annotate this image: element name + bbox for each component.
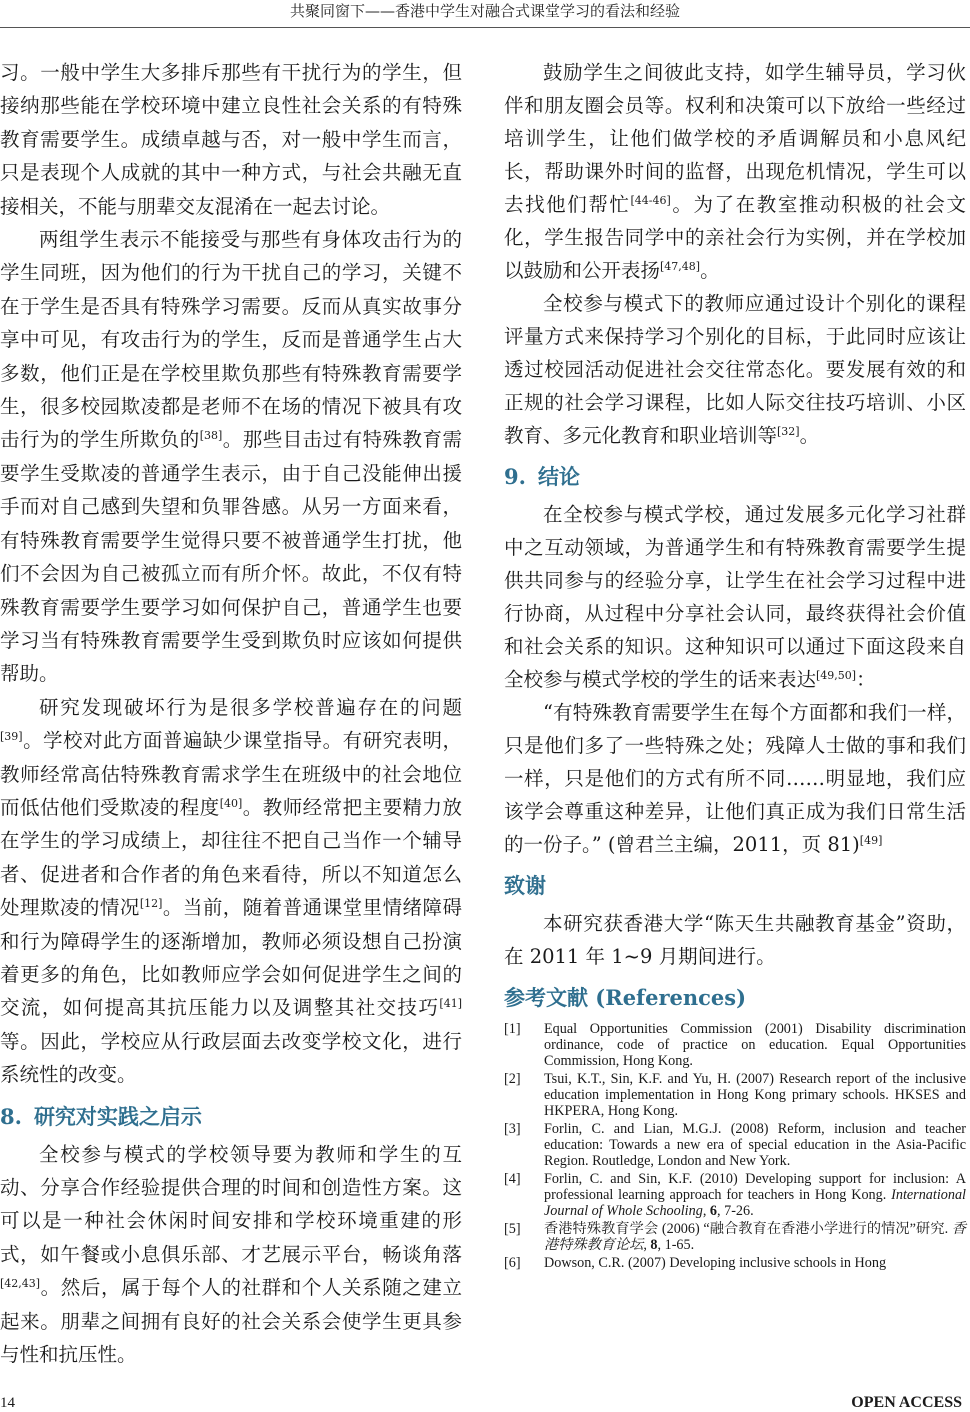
reference-number: [6] xyxy=(504,1255,521,1271)
page-number: 14 xyxy=(0,1395,15,1411)
paragraph-text: 。那些目击过有特殊教育需要学生受欺凌的普通学生表示，由于自己没能伸出援手而对自己感到失望和负罪咎感。从另一方面来看，有特殊教育需要学生觉得只要不被普通学生打扰，他们不会因为自己被孤立而有所介怀。故此，不仅有特殊教育需要学生要学习如何保护自己，普通学生也要学习当有特殊教育需要学生受到欺负时应该如何提供帮助。 xyxy=(0,428,462,686)
paragraph-text: 。教师经常把主要精力放在学生的学习成绩上，却往往不把自己当作一个辅导者、促进者和合作者的角色来看待，所以不知道怎么处理欺凌的情况 xyxy=(0,795,462,920)
paragraph-text: 全校参与模式下的教师应通过设计个别化的课程评量方式来保持学习个别化的目标，于此同时应该让透过校园活动促进社会交往常态化。要发展有效的和正规的社会学习课程，比如人际交往技巧培训、小区教育、多元化教育和职业培训等 xyxy=(504,292,966,447)
section-title: 致谢 xyxy=(504,873,546,898)
reference-journal: International Journal of Whole Schooling xyxy=(544,1187,966,1219)
reference-text: Forlin, C. and Sin, K.F. (2010) Developing support for inclusion: A professional learning approach for teachers in Hong Kong. International Journal of Whole Schooling, 6, 7-26. xyxy=(544,1171,966,1219)
paragraph-text: 。 xyxy=(799,424,820,447)
citation: [42,43] xyxy=(0,1277,41,1291)
citation: [41] xyxy=(439,997,462,1011)
citation: [47,48] xyxy=(660,260,701,273)
reference-item xyxy=(504,1171,966,1219)
reference-body: Tsui, K.T., Sin, K.F. and Yu, H. (2007) Research report of the inclusive education implementation in Hong Kong primary schools. HKSES and HKPERA, Hong Kong. xyxy=(544,1071,966,1119)
reference-text: 香港特殊教育学会 (2006) “融合教育在香港小学进行的情况”研究. 香港特殊教育论坛, 8, 1-65. xyxy=(544,1221,966,1253)
paragraph-text: 两组学生表示不能接受与那些有身体攻击行为的学生同班，因为他们的行为干扰自己的学习，关键不在于学生是否具有特殊学习需要。反而从真实故事分享中可见，有攻击行为的学生，反而是普通学生占大多数，他们正是在学校里欺负那些有特殊教育需要学生，很多校园欺凌都是老师不在场的情况下被具有攻击行为的学生所欺负的 xyxy=(0,228,462,452)
section-title: 结论 xyxy=(537,464,580,489)
section-title: 参考文献 (References) xyxy=(504,985,747,1010)
paragraph-text: 研究发现破坏行为是很多学校普遍存在的问题 xyxy=(39,695,462,719)
section-title: 研究对实践之启示 xyxy=(33,1103,202,1129)
reference-text xyxy=(544,1071,966,1119)
paragraph-text: 鼓励学生之间彼此支持，如学生辅导员，学习伙伴和朋友圈会员等。权利和决策可以下放给一些经过培训学生，让他们做学校的矛盾调解员和小息风纪长，帮助课外时间的监督，出现危机情况，学生可以去找他们帮忙 xyxy=(504,61,966,216)
paragraph-text: 本研究获香港大学“陈天生共融教育基金”资助，在 2011 年 1~9 月期间进行。 xyxy=(504,912,966,968)
section-heading xyxy=(504,983,966,1013)
reference-item xyxy=(504,1021,966,1069)
reference-text xyxy=(544,1021,966,1069)
reference-body: Dowson, C.R. (2007) Developing inclusive schools in Hong xyxy=(544,1255,887,1271)
reference-text xyxy=(544,1255,966,1271)
reference-body: Forlin, C. and Sin, K.F. (2010) Developing support for inclusion: A professional learning approach for teachers in Hong Kong. xyxy=(544,1171,966,1203)
paragraph xyxy=(0,1138,462,1372)
reference-body: 香港特殊教育学会 (2006) “融合教育在香港小学进行的情况”研究. xyxy=(544,1221,952,1237)
paragraph xyxy=(0,691,462,1092)
paragraph-text: 。学校对此方面普遍缺少课堂指导。有研究表明，教师经常高估特殊教育需求学生在班级中的社会地位而低估他们受欺凌的程度 xyxy=(0,729,462,819)
citation: [49,50] xyxy=(816,669,857,682)
reference-item xyxy=(504,1071,966,1119)
citation: [39] xyxy=(0,730,23,744)
section-number: 9. xyxy=(504,464,526,489)
left-column xyxy=(0,56,462,1371)
reference-number: [5] xyxy=(504,1221,521,1237)
paragraph xyxy=(504,498,966,696)
reference-number: [2] xyxy=(504,1071,521,1087)
paragraph xyxy=(0,56,462,223)
journal-label: OPEN ACCESS xyxy=(851,1394,962,1411)
citation: [49] xyxy=(859,834,883,847)
paragraph-text: 。然后，属于每个人的社群和个人关系随之建立起来。朋辈之间拥有良好的社会关系会使学生更具参与性和抗压性。 xyxy=(0,1276,462,1367)
paragraph xyxy=(504,696,966,861)
paragraph-text: 习。一般中学生大多排斥那些有干扰行为的学生，但接纳那些能在学校环境中建立良性社会关系的有特殊教育需要学生。成绩卓越与否，对一般中学生而言，只是表现个人成就的其中一种方式，与社会共融无直接相关，不能与朋辈交友混淆在一起去讨论。 xyxy=(0,61,462,218)
citation: [38] xyxy=(199,429,223,443)
paragraph-text: 在全校参与模式学校，通过发展多元化学习社群中之互动领域，为普通学生和有特殊教育需要学生提供共同参与的经验分享，让学生在社会学习过程中进行协商，从过程中分享社会认同，最终获得社会价值和社会关系的知识。这种知识可以通过下面这段来自全校参与模式学校的学生的话来表达 xyxy=(504,503,966,691)
reference-pages: , 1-65. xyxy=(657,1237,695,1253)
reference-number: [4] xyxy=(504,1171,521,1187)
reference-journal: 香港特殊教育论坛 xyxy=(544,1221,966,1253)
reference-item xyxy=(504,1255,966,1271)
reference-volume: 6 xyxy=(709,1203,717,1219)
header-divider xyxy=(0,27,970,28)
reference-number: [3] xyxy=(504,1121,521,1137)
paragraph-text: 。 xyxy=(700,259,720,282)
citation: [12] xyxy=(139,897,163,911)
paragraph-text: 。为了在教室推动积极的社会文化，学生报告同学中的亲社会行为实例，并在学校加以鼓励和公开表扬 xyxy=(504,193,966,282)
reference-body: Equal Opportunities Commission (2001) Disability discrimination ordinance, code of practice on education. Equal Opportunities Commission, Hong Kong. xyxy=(544,1021,966,1069)
citation: [32] xyxy=(777,425,800,438)
right-column xyxy=(504,56,966,1273)
paragraph-text: 等。因此，学校应从行政层面去改变学校文化，进行系统性的改变。 xyxy=(0,1029,462,1087)
right-column-text xyxy=(504,56,966,1013)
reference-pages: , 7-26. xyxy=(717,1203,754,1219)
paragraph xyxy=(504,56,966,287)
reference-body: Forlin, C. and Lian, M.G.J. (2008) Reform, inclusion and teacher education: Towards a new era of special education in the Asia-Pacific Region. Routledge, London and New York. xyxy=(544,1121,966,1169)
paragraph xyxy=(504,287,966,452)
paragraph-text: 。当前，随着普通课堂里情绪障碍和行为障碍学生的逐渐增加，教师必须设想自己扮演着更多的角色，比如教师应学会如何促进学生之间的交流，如何提高其抗压能力以及调整其社交技巧 xyxy=(0,896,462,1020)
citation: [40] xyxy=(219,796,243,810)
paragraph-text: 全校参与模式的学校领导要为教师和学生的互动、分享合作经验提供合理的时间和创造性方案。这可以是一种社会休闲时间安排和学校环境重建的形式，如午餐或小息俱乐部、才艺展示平台，畅谈角落 xyxy=(0,1142,462,1266)
reference-item xyxy=(504,1121,966,1169)
section-heading xyxy=(504,462,966,492)
reference-volume: 8 xyxy=(650,1237,658,1253)
reference-number: [1] xyxy=(504,1021,521,1037)
citation: [44-46] xyxy=(630,194,671,207)
paragraph xyxy=(0,223,462,691)
reference-item xyxy=(504,1221,966,1253)
paragraph-text: “有特殊教育需要学生在每个方面都和我们一样，只是他们多了一些特殊之处；残障人士做的事和我们一样，只是他们的方式有所不同……明显地，我们应该学会尊重这种差异，让他们真正成为我们日常生活的一份子。” (曾君兰主编，2011，页 81) xyxy=(504,701,966,856)
paragraph xyxy=(504,907,966,973)
section-number: 8. xyxy=(0,1103,22,1129)
running-header: 共聚同窗下——香港中学生对融合式课堂学习的看法和经验 xyxy=(289,2,680,20)
paragraph-text: ： xyxy=(856,668,876,691)
reference-text xyxy=(544,1121,966,1169)
reference-list xyxy=(504,1021,966,1271)
section-heading xyxy=(0,1102,462,1132)
section-heading xyxy=(504,871,966,901)
